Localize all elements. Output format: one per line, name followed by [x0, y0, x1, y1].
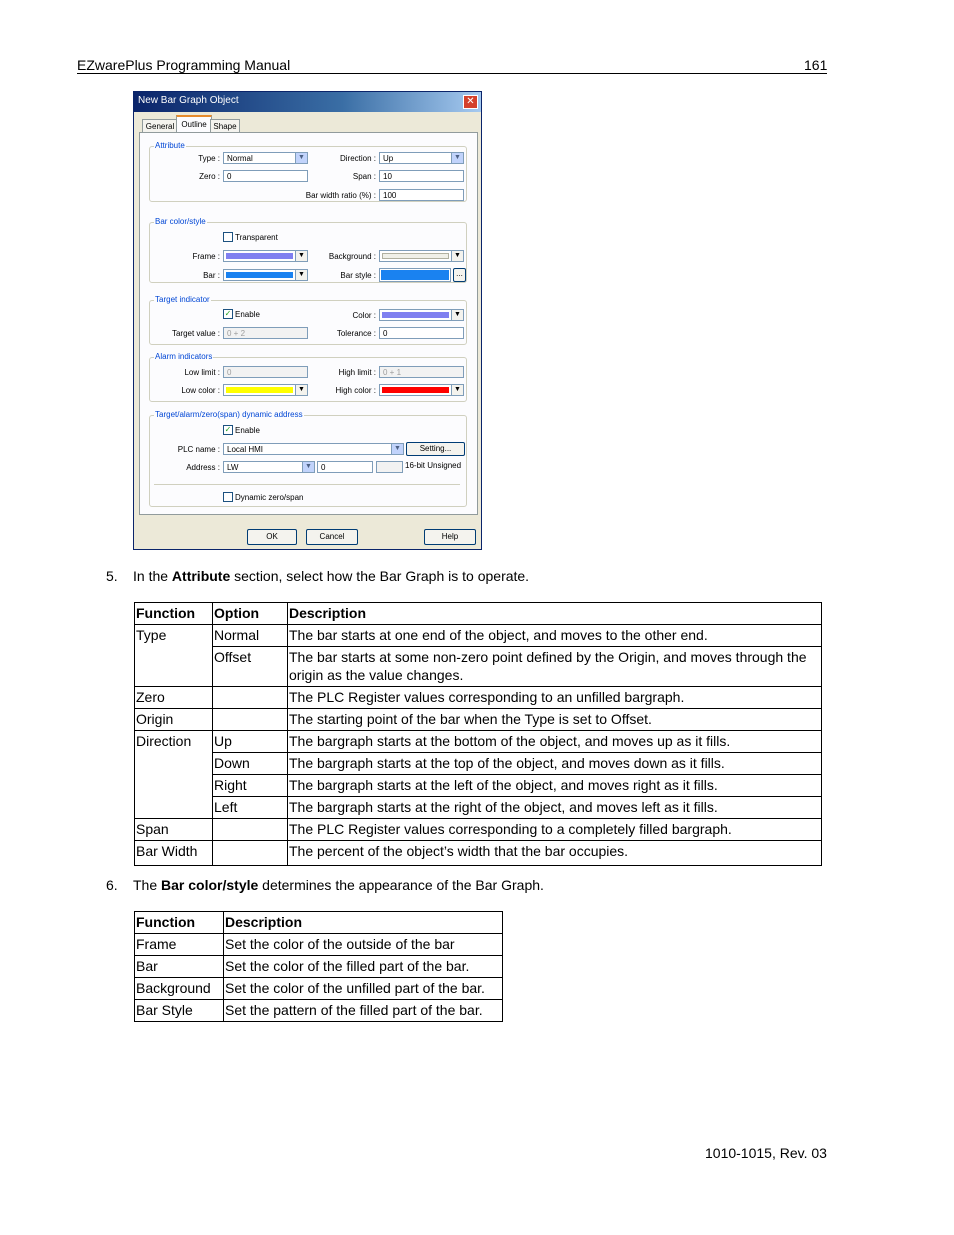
target-enable-checkbox[interactable]: ✓	[224, 309, 232, 318]
target-color-label: Color :	[352, 311, 376, 320]
address-input[interactable]: 0	[317, 461, 373, 473]
tab-general[interactable]: General	[142, 119, 178, 133]
transparent-label: Transparent	[235, 233, 278, 242]
format-label: 16-bit Unsigned	[405, 461, 462, 470]
dynamic-enable-checkbox[interactable]: ✓	[224, 425, 232, 434]
dynamic-zero-checkbox[interactable]	[223, 492, 233, 502]
high-color-select[interactable]	[379, 384, 464, 396]
direction-select[interactable]: Up ▼	[379, 152, 464, 164]
bar-style-preview	[379, 268, 451, 282]
chevron-down-icon[interactable]: ▼	[451, 153, 463, 163]
target-indicator-group	[149, 295, 467, 345]
target-value-label: Target value :	[171, 329, 220, 338]
column-header: Option	[213, 603, 288, 625]
chevron-down-icon[interactable]: ▼	[295, 251, 307, 261]
high-color-swatch	[382, 387, 449, 393]
target-value-input[interactable]: 0 + 2	[223, 327, 308, 339]
dialog-title-bar	[134, 92, 481, 112]
step-6-number: 6.	[106, 877, 118, 893]
transparent-checkbox[interactable]	[223, 232, 233, 242]
bar-color-group-label: Bar color/style	[155, 217, 206, 226]
table-row: Origin The starting point of the bar when the Type is set to Offset.	[135, 709, 822, 731]
chevron-down-icon[interactable]: ▼	[295, 270, 307, 280]
background-color-select[interactable]	[379, 250, 464, 262]
type-label: Type :	[198, 154, 220, 163]
bar-color-group	[149, 217, 467, 283]
bar-color-swatch	[226, 272, 293, 278]
bar-label: Bar :	[203, 271, 220, 280]
tab-outline[interactable]: Outline	[176, 115, 212, 135]
column-header: Function	[135, 603, 213, 625]
chevron-down-icon[interactable]: ▼	[391, 444, 403, 454]
low-limit-input[interactable]: 0	[223, 366, 308, 378]
bar-color-table	[134, 911, 503, 1022]
frame-label: Frame :	[192, 252, 220, 261]
high-color-label: High color :	[335, 386, 376, 395]
attribute-group-label: Attribute	[155, 141, 185, 150]
table-row: Background Set the color of the unfilled part of the bar.	[135, 978, 503, 1000]
zero-input[interactable]: 0	[223, 170, 308, 182]
header-divider	[77, 73, 827, 74]
column-header: Function	[135, 912, 224, 934]
bar-style-label: Bar style :	[340, 271, 376, 280]
table-row: Frame Set the color of the outside of the bar	[135, 934, 503, 956]
background-label: Background :	[328, 252, 376, 261]
attribute-group	[149, 141, 467, 202]
step-6-text: The Bar color/style determines the appearance of the Bar Graph.	[133, 877, 544, 893]
table-row: Direction Up The bargraph starts at the bottom of the object, and moves up as it fills.	[135, 731, 822, 753]
chevron-down-icon[interactable]: ▼	[295, 153, 307, 163]
ratio-input[interactable]: 100	[379, 189, 464, 201]
span-input[interactable]: 10	[379, 170, 464, 182]
zero-label: Zero :	[199, 172, 220, 181]
target-group-label: Target indicator	[155, 295, 210, 304]
ok-button[interactable]: OK	[247, 529, 297, 545]
target-enable-label: Enable	[235, 310, 260, 319]
dynamic-group-label: Target/alarm/zero(span) dynamic address	[155, 410, 303, 419]
chevron-down-icon[interactable]: ▼	[451, 251, 463, 261]
column-header: Description	[288, 603, 822, 625]
target-color-swatch	[382, 312, 449, 318]
high-limit-input[interactable]: 0 + 1	[379, 366, 464, 378]
span-label: Span :	[352, 172, 376, 181]
tolerance-input[interactable]: 0	[379, 327, 464, 339]
table-row: Span The PLC Register values corresponding to a completely filled bargraph.	[135, 819, 822, 841]
table-row: Bar Width The percent of the object’s width that the bar occupies.	[135, 841, 822, 866]
tab-shape[interactable]: Shape	[210, 119, 240, 133]
table-row: Left The bargraph starts at the right of the object, and moves left as it fills.	[135, 797, 822, 819]
chevron-down-icon[interactable]: ▼	[451, 310, 463, 320]
dynamic-enable-label: Enable	[235, 426, 260, 435]
low-color-label: Low color :	[181, 386, 220, 395]
header-title: EZwarePlus Programming Manual	[77, 57, 291, 73]
low-limit-label: Low limit :	[184, 368, 220, 377]
target-color-select[interactable]	[379, 309, 464, 321]
ratio-label: Bar width ratio (%) :	[305, 191, 376, 200]
alarm-group-label: Alarm indicators	[155, 352, 213, 361]
chevron-down-icon[interactable]: ▼	[302, 462, 314, 472]
table-row: Down The bargraph starts at the top of the object, and moves down as it fills.	[135, 753, 822, 775]
step-5-text: In the Attribute section, select how the Bar Graph is to operate.	[133, 568, 530, 584]
table-row: Bar Style Set the pattern of the filled part of the bar.	[135, 1000, 503, 1022]
plc-name-label: PLC name :	[177, 445, 220, 454]
dynamic-zero-label: Dynamic zero/span	[235, 493, 304, 502]
group-divider	[154, 484, 460, 485]
bar-style-swatch	[381, 270, 449, 280]
background-color-swatch	[382, 253, 449, 259]
table-row: Type Normal The bar starts at one end of the object, and moves to the other end.	[135, 625, 822, 647]
type-select[interactable]: Normal ▼	[223, 152, 308, 164]
table-row: Right The bargraph starts at the left of the object, and moves right as it fills.	[135, 775, 822, 797]
address-type-select[interactable]: LW ▼	[223, 461, 315, 473]
close-icon[interactable]: ✕	[463, 95, 478, 109]
chevron-down-icon[interactable]: ▼	[295, 385, 307, 395]
chevron-down-icon[interactable]: ▼	[451, 385, 463, 395]
direction-label: Direction :	[339, 154, 376, 163]
frame-color-select[interactable]	[223, 250, 308, 262]
column-header: Description	[224, 912, 503, 934]
tolerance-label: Tolerance :	[336, 329, 376, 338]
setting-button[interactable]: Setting...	[406, 442, 465, 456]
high-limit-label: High limit :	[338, 368, 376, 377]
dialog-title: New Bar Graph Object	[138, 95, 239, 106]
cancel-button[interactable]: Cancel	[306, 529, 358, 545]
table-row: Offset The bar starts at some non-zero point defined by the Origin, and moves through the origin as the value changes.	[135, 647, 822, 687]
address-label: Address :	[186, 463, 220, 472]
frame-color-swatch	[226, 253, 293, 259]
outline-panel	[139, 132, 478, 515]
low-color-select[interactable]	[223, 384, 308, 396]
table-row: Zero The PLC Register values corresponding to an unfilled bargraph.	[135, 687, 822, 709]
attribute-table	[134, 602, 822, 866]
address-extra-input	[376, 461, 403, 473]
bar-style-button[interactable]: ...	[453, 268, 466, 282]
low-color-swatch	[226, 387, 293, 393]
step-5-number: 5.	[106, 568, 118, 584]
dynamic-address-group	[149, 410, 467, 507]
footer-doc-id: 1010-1015, Rev. 03	[705, 1145, 827, 1161]
help-button[interactable]: Help	[424, 529, 476, 545]
page-number: 161	[804, 57, 828, 73]
bar-color-select[interactable]	[223, 269, 308, 281]
table-row: Bar Set the color of the filled part of the bar.	[135, 956, 503, 978]
alarm-indicators-group	[149, 352, 467, 402]
plc-name-select[interactable]: Local HMI ▼	[223, 443, 404, 455]
bar-graph-dialog	[133, 91, 482, 550]
